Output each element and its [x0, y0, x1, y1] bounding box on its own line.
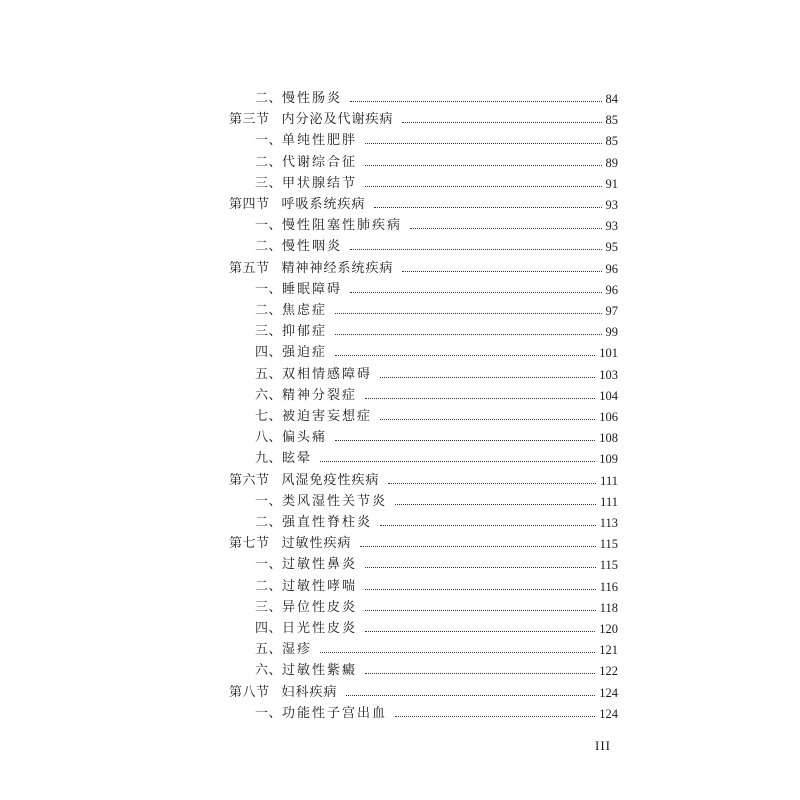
- toc-entry-label: [255, 618, 357, 640]
- toc-entry-title: 甲状腺结节: [282, 175, 358, 191]
- toc-entry-number: 八、: [255, 430, 283, 446]
- toc-entry-number: 第六节: [229, 472, 270, 488]
- toc-entry-title: 妇科疾病: [281, 684, 338, 700]
- toc-entry-number: 第七节: [229, 536, 270, 552]
- toc-entry-label: [255, 385, 357, 407]
- toc-item-row: [0, 364, 800, 386]
- toc-dot-leader: [380, 377, 595, 378]
- toc-dot-leader: [365, 165, 601, 166]
- toc-entry-page: 96: [605, 261, 618, 276]
- toc-item-row: [0, 236, 800, 258]
- toc-item-row: [0, 279, 800, 301]
- toc-entry-title: 双相情感障碍: [282, 366, 373, 382]
- toc-item-row: [0, 130, 800, 152]
- toc-entry-label: [255, 597, 357, 619]
- toc-entry-number: 五、: [255, 366, 283, 382]
- toc-dot-leader: [335, 355, 595, 356]
- toc-item-row: [0, 554, 800, 576]
- toc-entry-label: [255, 342, 327, 364]
- toc-entry-page: 85: [605, 113, 618, 128]
- toc-entry-title: 类风湿性关节炎: [282, 493, 388, 509]
- toc-entry-page: 116: [599, 579, 618, 594]
- toc-entry-page: 85: [605, 134, 618, 149]
- toc-entry-page: 95: [605, 240, 618, 255]
- toc-entry-label: [255, 576, 357, 598]
- toc-entry-label: [255, 236, 342, 258]
- toc-entry-title: 被迫害妄想症: [282, 409, 373, 424]
- toc-dot-leader: [365, 673, 595, 674]
- toc-item-row: [0, 427, 800, 449]
- toc-entry-number: 二、: [255, 154, 283, 170]
- toc-entry-number: 二、: [255, 515, 283, 530]
- toc-entry-title: 精神神经系统疾病: [281, 260, 394, 276]
- page-folio: III: [595, 738, 611, 753]
- toc-item-row: [0, 660, 800, 682]
- toc-entry-label: [255, 173, 357, 195]
- toc-entry-page: 97: [605, 304, 618, 318]
- toc-entry-number: 一、: [255, 218, 283, 234]
- toc-entry-page: 89: [605, 155, 618, 170]
- toc-entry-label: [255, 554, 357, 576]
- toc-section-row: [0, 109, 800, 131]
- toc-entry-title: 内分泌及代谢疾病: [281, 112, 394, 128]
- toc-dot-leader: [365, 631, 595, 632]
- toc-entry-number: 三、: [255, 175, 283, 191]
- toc-entry-title: 睡眠障碍: [282, 281, 343, 297]
- toc-entry-page: 104: [599, 388, 618, 403]
- toc-entry-title: 风湿免疫性疾病: [281, 472, 380, 488]
- toc-entry-label: [255, 512, 372, 534]
- toc-entry-page: 103: [599, 367, 618, 382]
- toc-entry-page: 93: [605, 219, 618, 234]
- toc-item-row: [0, 152, 800, 174]
- toc-entry-title: 日光性皮炎: [282, 621, 358, 636]
- toc-entry-number: 四、: [255, 345, 283, 361]
- toc-entry-number: 一、: [255, 705, 283, 721]
- toc-entry-title: 慢性肠炎: [282, 91, 343, 106]
- toc-item-row: [0, 300, 800, 322]
- toc-entry-label: [229, 258, 394, 280]
- toc-dot-leader: [335, 334, 601, 335]
- toc-dot-leader: [365, 589, 596, 590]
- toc-entry-label: [255, 491, 387, 513]
- toc-dot-leader: [365, 567, 596, 568]
- toc-entry-page: 108: [599, 431, 618, 446]
- toc-entry-title: 慢性咽炎: [282, 239, 343, 255]
- toc-item-row: [0, 88, 800, 110]
- toc-entry-title: 抑郁症: [282, 324, 328, 340]
- toc-entry-number: 第八节: [229, 684, 270, 700]
- toc-entry-number: 一、: [255, 133, 283, 149]
- toc-entry-page: 120: [599, 622, 618, 636]
- toc-entry-label: [255, 279, 342, 301]
- toc-dot-leader: [374, 207, 602, 208]
- toc-entry-label: [255, 88, 342, 110]
- toc-dot-leader: [360, 546, 596, 547]
- toc-section-row: [0, 194, 800, 216]
- toc-item-row: [0, 491, 800, 513]
- toc-section-row: [0, 682, 800, 704]
- toc-item-row: [0, 576, 800, 598]
- toc-entry-page: 124: [599, 685, 618, 700]
- toc-dot-leader: [365, 610, 596, 611]
- toc-entry-page: 93: [605, 198, 618, 212]
- toc-item-row: [0, 639, 800, 661]
- toc-entry-label: [255, 300, 327, 322]
- toc-entry-label: [229, 533, 352, 555]
- toc-item-row: [0, 342, 800, 364]
- toc-item-row: [0, 618, 800, 640]
- toc-entry-title: 强直性脊柱炎: [282, 515, 373, 530]
- toc-entry-label: [255, 364, 372, 386]
- toc-entry-page: 115: [599, 537, 618, 552]
- toc-entry-label: [229, 682, 338, 704]
- toc-entry-page: 124: [599, 706, 618, 721]
- toc-item-row: [0, 215, 800, 237]
- toc-dot-leader: [365, 186, 601, 187]
- toc-section-row: [0, 533, 800, 555]
- toc-entry-label: [229, 194, 366, 216]
- toc-entry-label: [255, 660, 357, 682]
- toc-dot-leader: [388, 483, 597, 484]
- toc-entry-number: 第三节: [229, 112, 270, 128]
- toc-entry-title: 过敏性鼻炎: [282, 557, 358, 573]
- toc-entry-number: 六、: [255, 663, 283, 679]
- toc-item-row: [0, 385, 800, 407]
- toc-entry-label: [255, 130, 357, 152]
- toc-entry-number: 九、: [255, 451, 283, 467]
- toc-entry-number: 六、: [255, 387, 283, 403]
- toc-entry-title: 慢性阻塞性肺疾病: [282, 218, 403, 234]
- toc-dot-leader: [350, 249, 601, 250]
- toc-dot-leader: [335, 440, 595, 441]
- toc-entry-label: [255, 152, 357, 174]
- toc-entry-title: 功能性子宫出血: [282, 705, 388, 721]
- toc-entry-title: 呼吸系统疾病: [281, 197, 366, 212]
- toc-item-row: [0, 406, 800, 428]
- toc-entry-number: 二、: [255, 239, 283, 255]
- toc-entry-label: [255, 703, 387, 725]
- toc-entry-page: 91: [605, 176, 618, 191]
- toc-entry-label: [255, 406, 372, 428]
- toc-entry-number: 二、: [255, 303, 283, 318]
- toc-entry-title: 代谢综合征: [282, 154, 358, 170]
- toc-entry-number: 二、: [255, 91, 283, 106]
- toc-entry-title: 湿疹: [282, 642, 313, 658]
- toc-entry-label: [255, 321, 327, 343]
- toc-entry-title: 精神分裂症: [282, 387, 358, 403]
- toc-entry-label: [229, 109, 394, 131]
- toc-entry-number: 一、: [255, 493, 283, 509]
- toc-entry-label: [255, 427, 327, 449]
- toc-dot-leader: [346, 695, 596, 696]
- toc-item-row: [0, 703, 800, 725]
- toc-entry-title: 偏头痛: [282, 430, 328, 446]
- toc-item-row: [0, 321, 800, 343]
- toc-entry-title: 焦虑症: [282, 303, 328, 318]
- toc-item-row: [0, 448, 800, 470]
- toc-entry-page: 101: [599, 346, 618, 361]
- toc-entry-title: 眩晕: [282, 451, 313, 467]
- toc-item-row: [0, 512, 800, 534]
- toc-entry-number: 一、: [255, 557, 283, 573]
- toc-dot-leader: [395, 504, 596, 505]
- toc-entry-page: 111: [600, 494, 618, 509]
- toc-dot-leader: [380, 525, 596, 526]
- toc-entry-title: 过敏性哮喘: [282, 578, 358, 594]
- toc-entry-label: [255, 448, 312, 470]
- toc-entry-number: 二、: [255, 578, 283, 594]
- toc-entry-number: 第四节: [229, 197, 270, 212]
- toc-item-row: [0, 597, 800, 619]
- toc-entry-title: 强迫症: [282, 345, 328, 361]
- toc-entry-page: 96: [605, 282, 618, 297]
- toc-entry-page: 106: [599, 410, 618, 424]
- toc-dot-leader: [365, 398, 595, 399]
- toc-entry-label: [255, 639, 312, 661]
- toc-entry-number: 三、: [255, 324, 283, 340]
- toc-entry-title: 异位性皮炎: [282, 599, 358, 615]
- toc-dot-leader: [380, 419, 595, 420]
- toc-entry-number: 七、: [255, 409, 283, 424]
- toc-dot-leader: [402, 122, 602, 123]
- toc-entry-number: 五、: [255, 642, 283, 658]
- toc-entry-label: [255, 215, 402, 237]
- toc-entry-page: 84: [605, 92, 618, 106]
- toc-entry-number: 第五节: [229, 260, 270, 276]
- toc-dot-leader: [395, 716, 595, 717]
- toc-item-row: [0, 173, 800, 195]
- toc-entry-number: 一、: [255, 281, 283, 297]
- toc-dot-leader: [350, 101, 601, 102]
- toc-entry-page: 121: [599, 643, 618, 658]
- toc-entry-title: 过敏性疾病: [281, 536, 352, 552]
- toc-dot-leader: [320, 652, 595, 653]
- toc-entry-page: 115: [599, 558, 618, 573]
- toc-entry-page: 122: [599, 664, 618, 679]
- toc-entry-page: 111: [600, 473, 618, 488]
- toc-dot-leader: [410, 228, 601, 229]
- toc-section-row: [0, 470, 800, 492]
- toc-entry-number: 四、: [255, 621, 283, 636]
- toc-dot-leader: [402, 271, 602, 272]
- toc-entry-label: [229, 470, 380, 492]
- toc-dot-leader: [320, 461, 595, 462]
- toc-entry-page: 113: [599, 516, 618, 530]
- toc-dot-leader: [350, 292, 601, 293]
- toc-entry-page: 118: [599, 600, 618, 615]
- toc-entry-page: 109: [599, 452, 618, 467]
- toc-dot-leader: [335, 313, 601, 314]
- toc-dot-leader: [365, 143, 601, 144]
- toc-entry-number: 三、: [255, 599, 283, 615]
- toc-entry-title: 单纯性肥胖: [282, 133, 358, 149]
- toc-entry-title: 过敏性紫癜: [282, 663, 358, 679]
- toc-entry-page: 99: [605, 325, 618, 340]
- toc-section-row: [0, 258, 800, 280]
